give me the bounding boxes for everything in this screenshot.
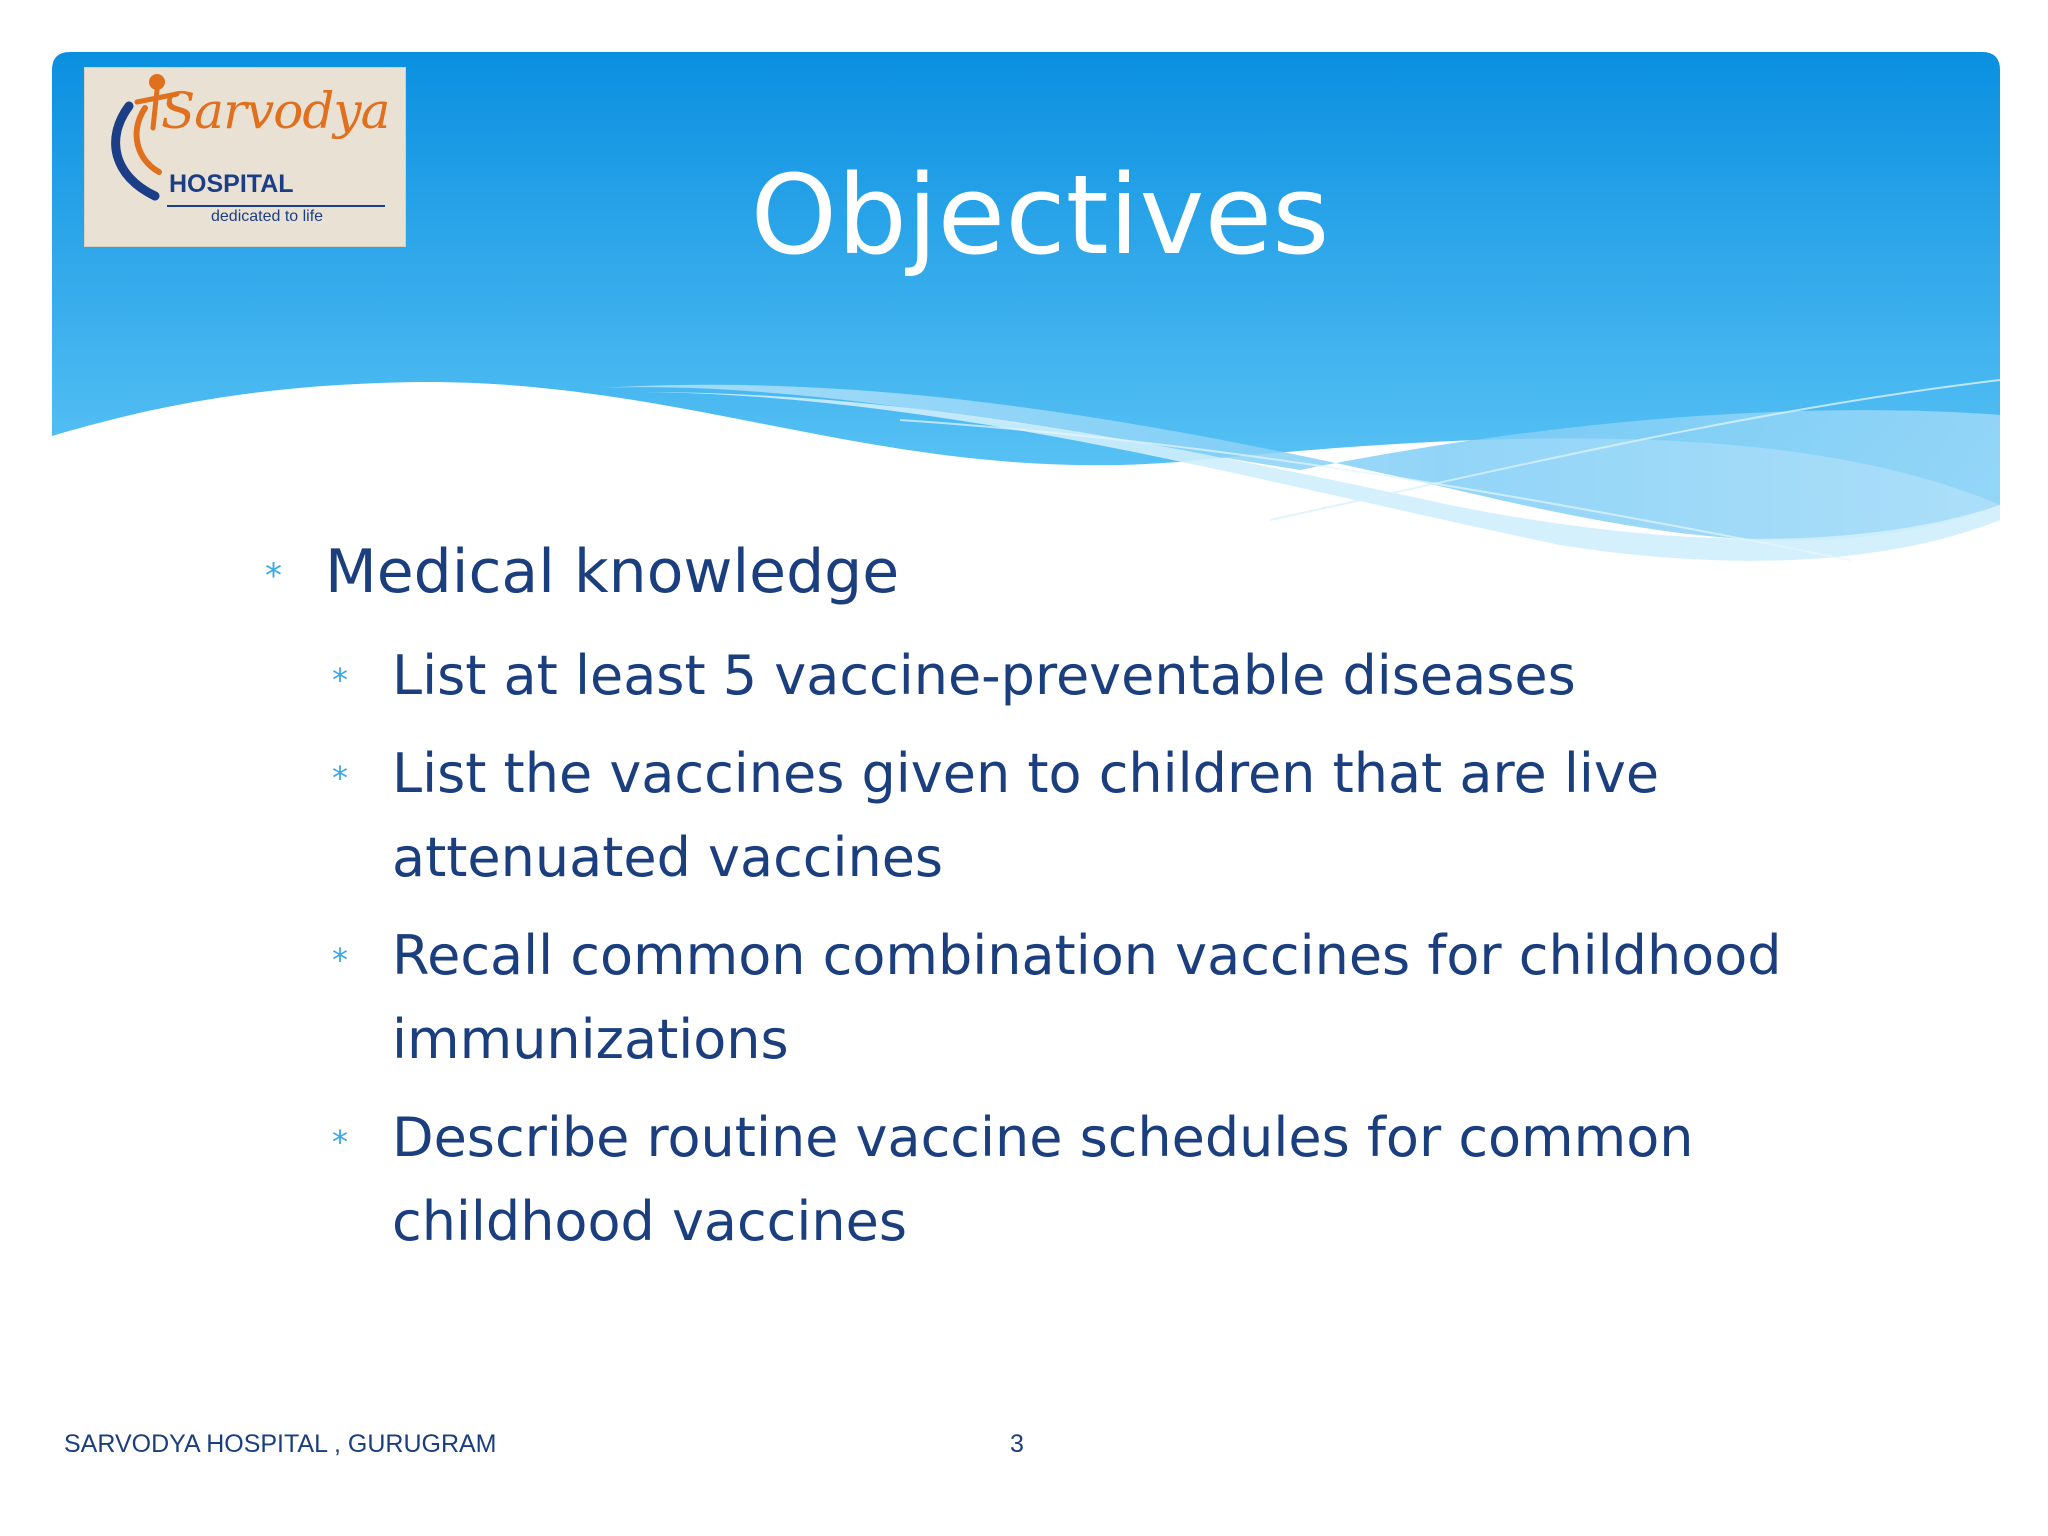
bullet-item-level-2 [332,914,1972,1082]
bullet-item-level-2 [332,732,1972,900]
slide-title: Objectives [750,151,1330,279]
asterisk-bullet-icon: * [332,941,348,979]
asterisk-bullet-icon: * [332,661,348,699]
asterisk-bullet-icon: * [332,1123,348,1161]
logo-tagline: dedicated to life [211,208,324,225]
logo-name: Sarvodya [161,82,390,140]
bullet-text: Describe routine vaccine schedules for common childhood vaccines [392,1106,1694,1253]
asterisk-bullet-icon: * [332,759,348,797]
logo-subtitle: HOSPITAL [169,170,294,198]
footer-organization: SARVODYA HOSPITAL , GURUGRAM [64,1430,497,1458]
bullet-text: Medical knowledge [325,537,900,607]
bullet-item-level-1 [265,532,899,612]
bullet-item-level-2 [332,1096,1972,1264]
asterisk-bullet-icon: * [265,556,282,596]
bullet-text: List the vaccines given to children that are live attenuated vaccines [392,742,1660,889]
bullet-text: Recall common combination vaccines for childhood immunizations [392,924,1782,1071]
slide-page-number: 3 [1010,1430,1024,1458]
bullet-item-level-2 [332,634,1972,718]
bullet-text: List at least 5 vaccine-preventable diseases [392,644,1576,707]
